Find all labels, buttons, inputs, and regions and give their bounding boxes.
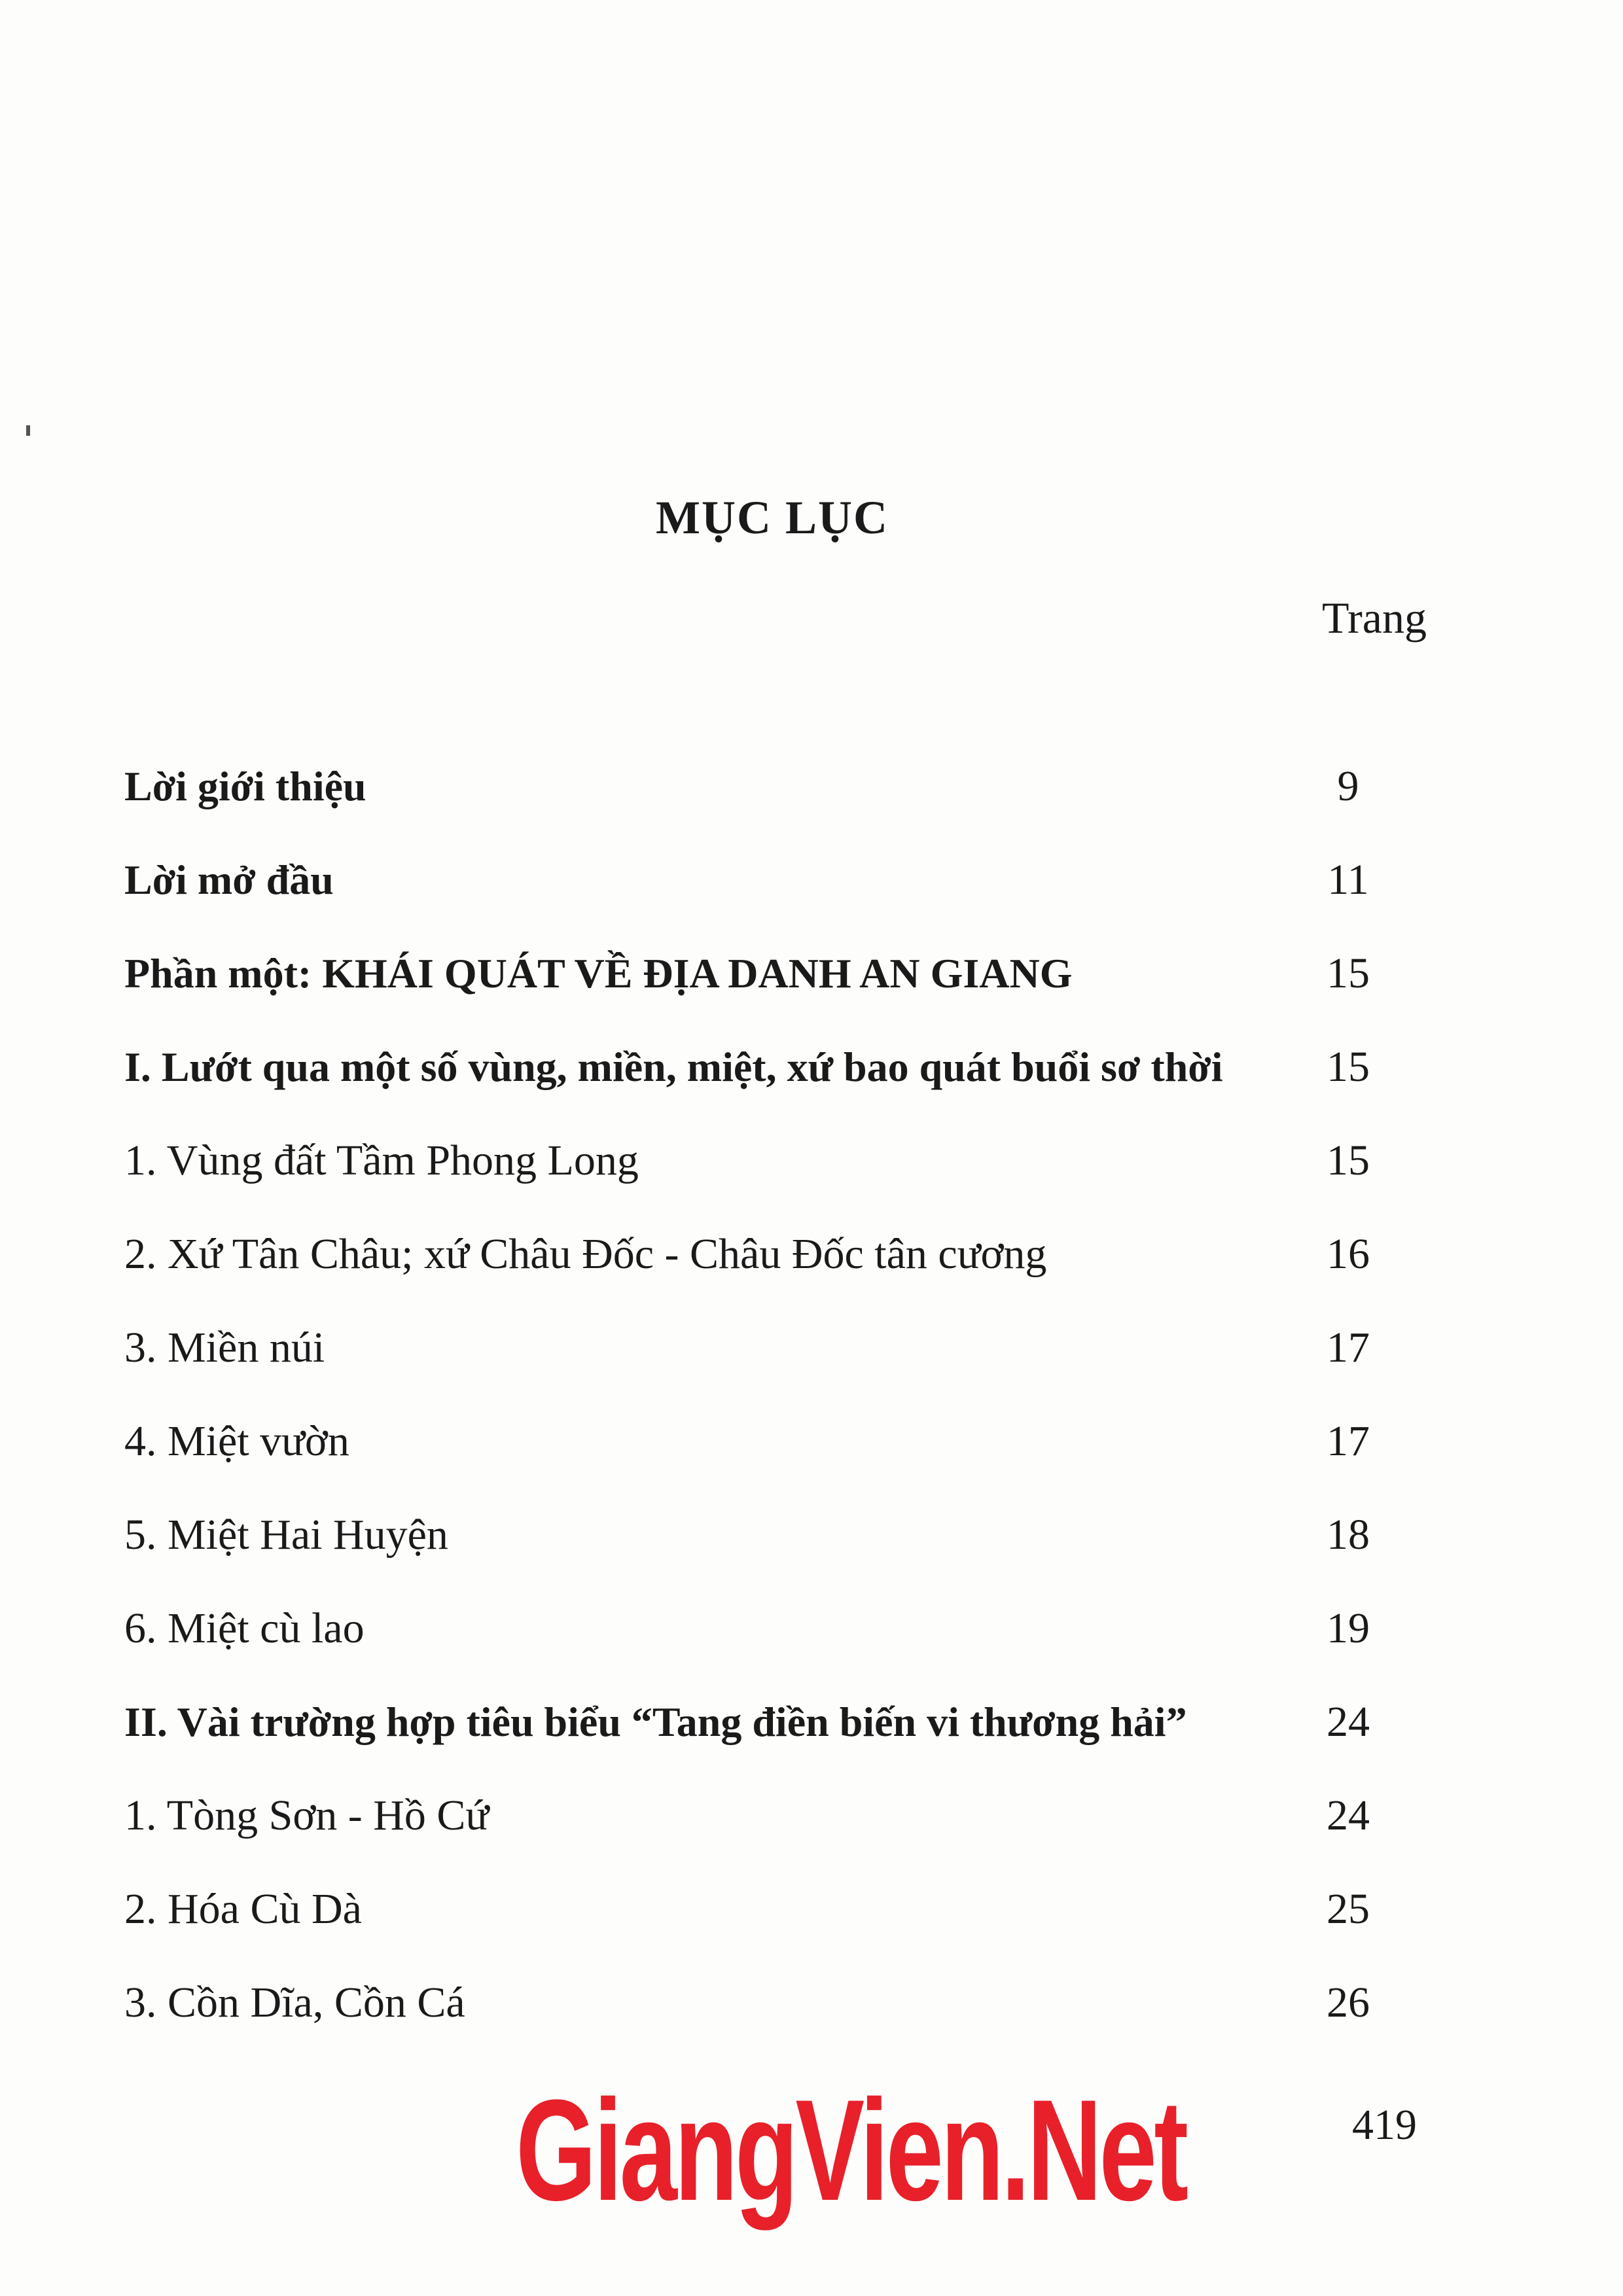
toc-entry-page: 15	[1327, 1136, 1370, 1184]
toc-entry[interactable]	[124, 833, 1420, 927]
toc-entry[interactable]	[124, 1581, 1420, 1675]
toc-entry[interactable]	[124, 1488, 1420, 1581]
scan-edge-mark	[26, 425, 30, 436]
toc-entry-label: 3. Cồn Dĩa, Cồn Cá	[124, 1978, 465, 2026]
toc-entry[interactable]	[124, 1769, 1420, 1862]
toc-entry-page: 17	[1327, 1417, 1370, 1465]
toc-entry-page: 25	[1327, 1884, 1370, 1933]
toc-entry[interactable]	[124, 1020, 1420, 1114]
toc-entry[interactable]	[124, 1956, 1420, 2049]
toc-entry-label: 4. Miệt vườn	[124, 1417, 349, 1465]
toc-entry[interactable]	[124, 1114, 1420, 1207]
toc-entry-page: 26	[1327, 1978, 1370, 2026]
toc-entry[interactable]	[124, 1675, 1420, 1769]
toc-entry-page: 24	[1327, 1697, 1370, 1746]
toc-entry-label: 1. Tòng Sơn - Hồ Cứ	[124, 1791, 490, 1839]
page-title: MỤC LỤC	[656, 491, 889, 544]
toc-entry-label: 1. Vùng đất Tầm Phong Long	[124, 1136, 639, 1184]
toc-entry[interactable]	[124, 1301, 1420, 1394]
toc-entry-label: Lời mở đầu	[124, 856, 334, 903]
toc-entry-page: 15	[1327, 1042, 1370, 1091]
toc-entry-label: 6. Miệt cù lao	[124, 1604, 365, 1652]
toc-entry-page: 17	[1327, 1323, 1370, 1371]
toc-entry-page: 19	[1327, 1604, 1370, 1652]
toc-entry-page: 11	[1327, 855, 1369, 904]
toc-entry-page: 18	[1327, 1510, 1370, 1559]
toc-entry[interactable]	[124, 1207, 1420, 1301]
toc-entry-label: 2. Xứ Tân Châu; xứ Châu Đốc - Châu Đốc tân cương	[124, 1229, 1047, 1278]
toc-entry-label: 5. Miệt Hai Huyện	[124, 1510, 448, 1559]
toc-entry-page: 9	[1337, 762, 1359, 810]
toc-entry[interactable]	[124, 927, 1420, 1020]
toc-entry-label: II. Vài trường hợp tiêu biểu “Tang điền biến vi thương hải”	[124, 1698, 1187, 1745]
toc-entry-label: Phần một: KHÁI QUÁT VỀ ĐỊA DANH AN GIANG	[124, 949, 1073, 997]
toc-entry-page: 24	[1327, 1791, 1370, 1839]
toc-entry-page: 16	[1327, 1229, 1370, 1278]
page-column-label: Trang	[1322, 593, 1427, 643]
toc-entry-page: 15	[1327, 949, 1370, 997]
table-of-contents	[124, 739, 1420, 2049]
toc-entry-label: 2. Hóa Cù Dà	[124, 1884, 362, 1933]
toc-entry-label: Lời giới thiệu	[124, 762, 366, 809]
toc-entry[interactable]	[124, 739, 1420, 833]
toc-entry-label: 3. Miền núi	[124, 1323, 325, 1371]
toc-entry-label: I. Lướt qua một số vùng, miền, miệt, xứ bao quát buổi sơ thời	[124, 1043, 1223, 1090]
toc-entry[interactable]	[124, 1394, 1420, 1488]
page-number: 419	[1352, 2101, 1417, 2149]
toc-entry[interactable]	[124, 1862, 1420, 1956]
watermark-logo: GiangVien.Net	[516, 2070, 1186, 2231]
